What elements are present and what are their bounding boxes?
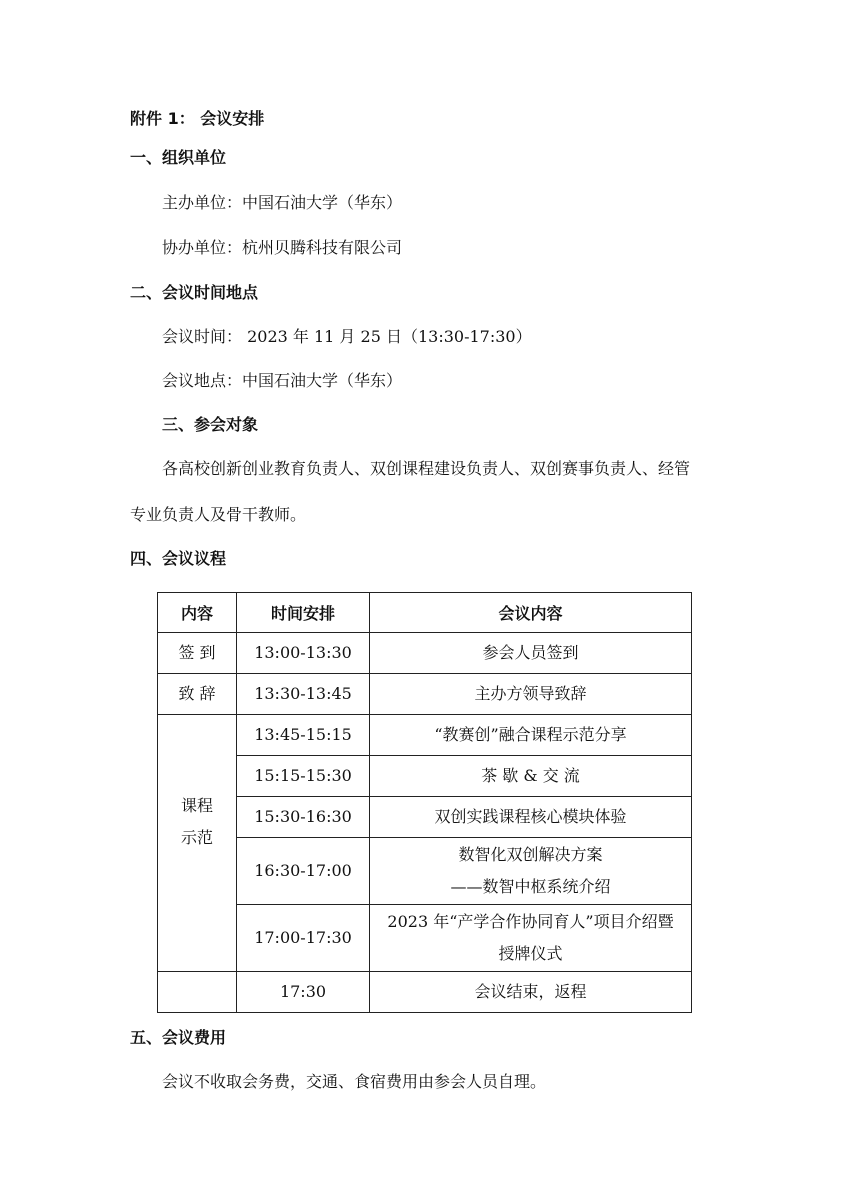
- page-title: 附件 1： 会议安排: [130, 109, 265, 128]
- table-row: [158, 797, 692, 838]
- header-item: 内容: [158, 593, 237, 633]
- header-time: 时间安排: [237, 593, 370, 633]
- host-unit: 主办单位：中国石油大学（华东）: [162, 193, 403, 212]
- agenda-content-line2: ——数智中枢系统介绍: [450, 877, 611, 896]
- agenda-content: 会议结束，返程: [370, 972, 692, 1013]
- table-row: [158, 674, 692, 715]
- agenda-table: [157, 592, 692, 1013]
- header-content: 会议内容: [370, 593, 692, 633]
- section-heading-organizers: 一、组织单位: [130, 148, 227, 167]
- agenda-content: 主办方领导致辞: [370, 674, 692, 715]
- agenda-header-row: [158, 593, 692, 633]
- participants-text-line2: 专业负责人及骨干教师。: [130, 505, 307, 524]
- agenda-item: 签 到: [158, 633, 237, 674]
- table-row: [158, 633, 692, 674]
- table-row: [158, 972, 692, 1013]
- agenda-time: 13:30-13:45: [237, 674, 370, 715]
- agenda-time: 13:45-15:15: [237, 715, 370, 756]
- agenda-content: [370, 905, 692, 972]
- agenda-content-line1: 数智化双创解决方案: [458, 845, 603, 864]
- agenda-content: 双创实践课程核心模块体验: [370, 797, 692, 838]
- agenda-item-course-demo: [158, 715, 237, 972]
- section-heading-time-place: 二、会议时间地点: [130, 283, 259, 302]
- co-host-unit: 协办单位：杭州贝腾科技有限公司: [162, 238, 403, 257]
- table-row: [158, 905, 692, 972]
- agenda-content: [370, 838, 692, 905]
- participants-text-line1: 各高校创新创业教育负责人、双创课程建设负责人、双创赛事负责人、经管: [162, 459, 691, 478]
- agenda-time: 15:30-16:30: [237, 797, 370, 838]
- agenda-content-line2: 授牌仪式: [498, 944, 563, 963]
- agenda-item: 致 辞: [158, 674, 237, 715]
- section-heading-participants: 三、参会对象: [162, 415, 259, 434]
- table-row: [158, 756, 692, 797]
- agenda-time: 16:30-17:00: [237, 838, 370, 905]
- agenda-time: 17:00-17:30: [237, 905, 370, 972]
- section-heading-agenda: 四、会议议程: [130, 549, 227, 568]
- agenda-content: 茶 歇 & 交 流: [370, 756, 692, 797]
- agenda-content: 参会人员签到: [370, 633, 692, 674]
- meeting-time: 会议时间： 2023 年 11 月 25 日（13:30-17:30）: [162, 327, 532, 346]
- meeting-place: 会议地点：中国石油大学（华东）: [162, 371, 403, 390]
- fees-text: 会议不收取会务费，交通、食宿费用由参会人员自理。: [162, 1072, 547, 1091]
- section-heading-fees: 五、会议费用: [130, 1028, 227, 1047]
- agenda-content: “教赛创”融合课程示范分享: [370, 715, 692, 756]
- table-row: [158, 715, 692, 756]
- table-row: [158, 838, 692, 905]
- agenda-time: 17:30: [237, 972, 370, 1013]
- agenda-item-line2: 示范: [180, 828, 213, 847]
- agenda-time: 13:00-13:30: [237, 633, 370, 674]
- agenda-content-line1: 2023 年“产学合作协同育人”项目介绍暨: [387, 912, 674, 931]
- agenda-item: [158, 972, 237, 1013]
- agenda-time: 15:15-15:30: [237, 756, 370, 797]
- agenda-item-line1: 课程: [180, 796, 213, 815]
